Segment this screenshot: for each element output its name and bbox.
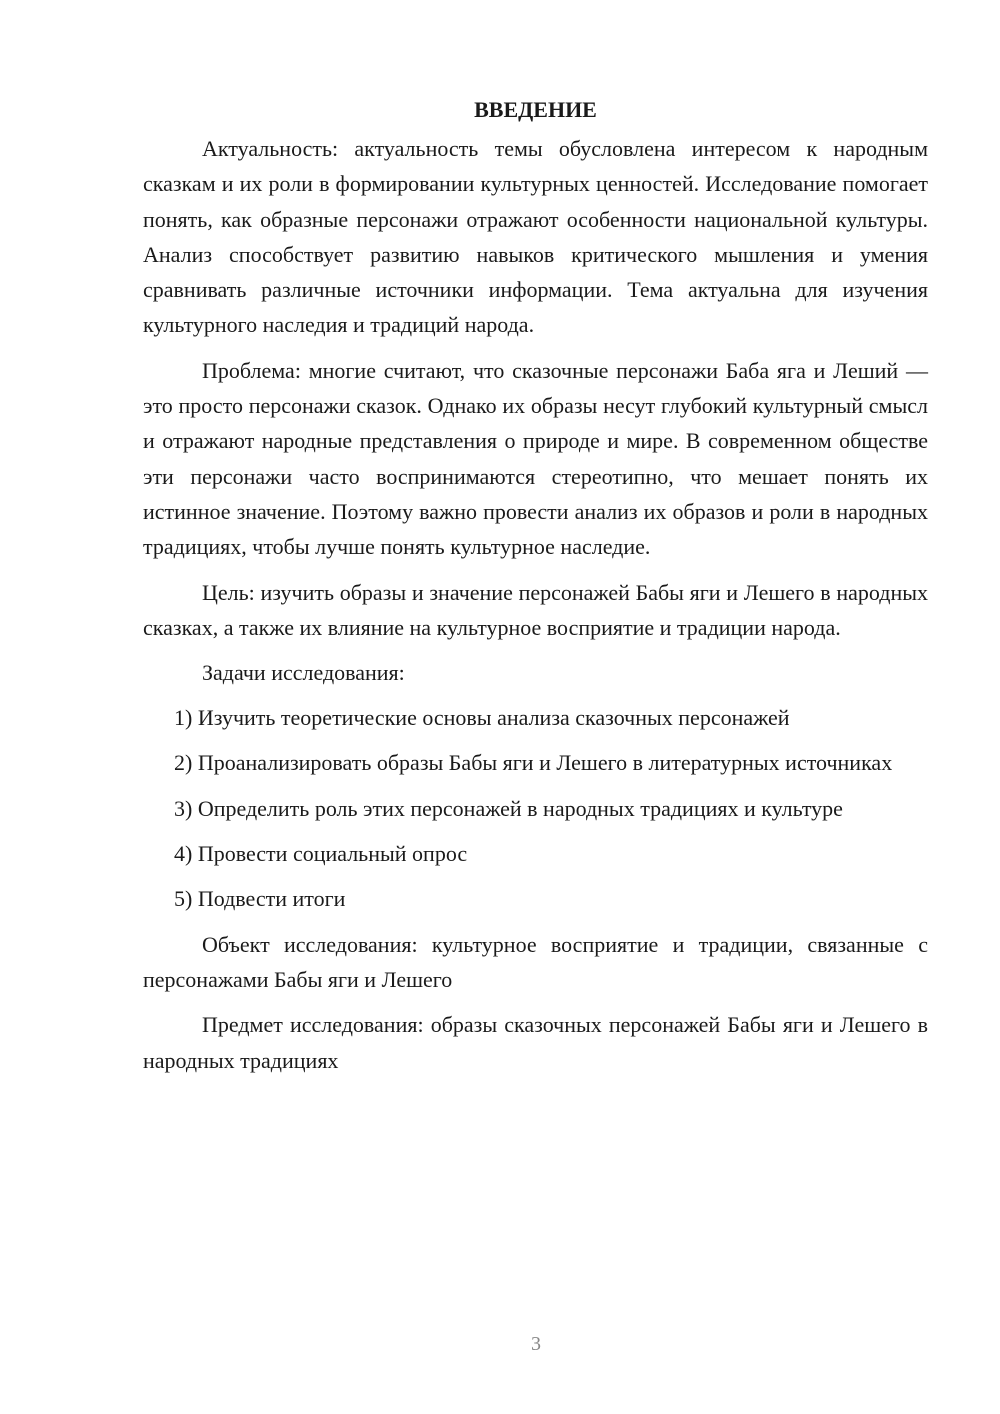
task-item-5: 5) Подвести итоги	[174, 886, 346, 912]
relevance-paragraph: Актуальность: актуальность темы обусловлена интересом к народным сказкам и их роли в формировании культурных ценностей. Исследование помогает понять, как образные персонажи отражают особенности национальной культуры. Анализ способствует развитию навыков критического мышления и умения сравнивать различные источники информации. Тема актуальна для изучения культурного наследия и традиций народа.	[143, 136, 928, 338]
subject-paragraph: Предмет исследования: образы сказочных персонажей Бабы яги и Лешего в народных традициях	[143, 1012, 928, 1073]
task-item-1: 1) Изучить теоретические основы анализа сказочных персонажей	[174, 705, 790, 731]
document-page	[143, 92, 928, 1088]
task-item-4: 4) Провести социальный опрос	[174, 841, 468, 867]
tasks-heading: Задачи исследования:	[202, 660, 405, 686]
problem-paragraph: Проблема: многие считают, что сказочные персонажи Баба яга и Леший — это просто персонажи сказок. Однако их образы несут глубокий культурный смысл и отражают народные представления о природе и мире. В современном обществе эти персонажи часто воспринимаются стереотипно, что мешает понять их истинное значение. Поэтому важно провести анализ их образов и роли в народных традициях, чтобы лучше понять культурное наследие.	[143, 357, 928, 560]
page-title: ВВЕДЕНИЕ	[474, 97, 597, 122]
task-item-3: 3) Определить роль этих персонажей в народных традициях и культуре	[174, 795, 843, 821]
object-paragraph: Объект исследования: культурное восприятие и традиции, связанные с персонажами Бабы яги и Лешего	[143, 931, 928, 992]
task-item-2: 2) Проанализировать образы Бабы яги и Лешего в литературных источниках	[174, 750, 893, 776]
goal-paragraph: Цель: изучить образы и значение персонажей Бабы яги и Лешего в народных сказках, а также их влияние на культурное восприятие и традиции народа.	[143, 579, 928, 640]
page-number: 3	[531, 1333, 541, 1355]
